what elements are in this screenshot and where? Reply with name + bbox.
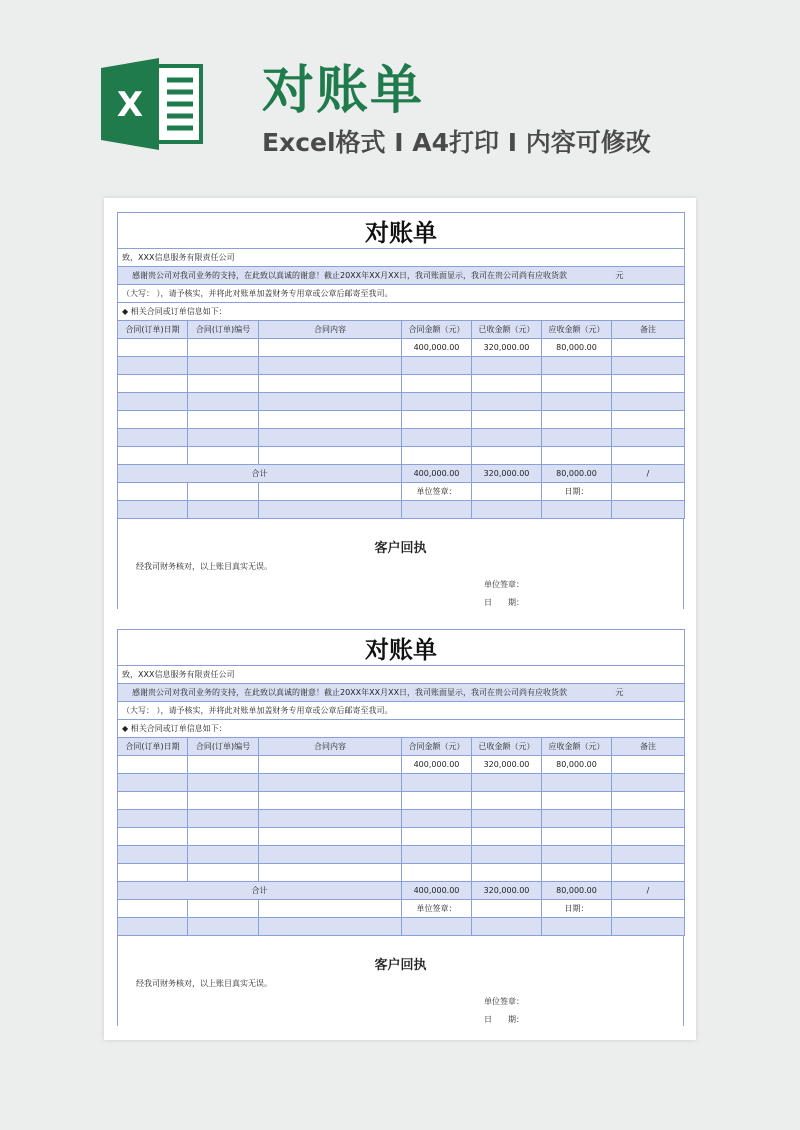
- table-row: [118, 393, 685, 411]
- total-remark: /: [612, 465, 685, 483]
- table-row: [118, 429, 685, 447]
- table-row: [118, 774, 685, 792]
- receipt-line: 经我司财务核对，以上账目真实无误。: [136, 562, 272, 571]
- to-line: 致，XXX信息服务有限责任公司: [118, 666, 685, 684]
- total-label: 合计: [118, 882, 402, 900]
- col-contract-amount: 合同金额（元）: [402, 321, 472, 339]
- total-receivable: 80,000.00: [542, 882, 612, 900]
- table-row: [118, 339, 685, 357]
- cell-contract-amount: 400,000.00: [402, 339, 472, 357]
- col-remark: 备注: [612, 738, 685, 756]
- table-row: [118, 918, 685, 936]
- statement-form-1: [117, 212, 684, 609]
- table-row: [118, 357, 685, 375]
- col-content: 合同内容: [259, 738, 402, 756]
- total-row: [118, 882, 685, 900]
- col-number: 合同(订单)编号: [188, 321, 259, 339]
- table-row: [118, 411, 685, 429]
- currency-unit: 元: [612, 684, 685, 702]
- statement-form-2: [117, 629, 684, 1026]
- column-header-row: [118, 321, 685, 339]
- cell-receivable: 80,000.00: [542, 339, 612, 357]
- total-receivable: 80,000.00: [542, 465, 612, 483]
- currency-unit: 元: [612, 267, 685, 285]
- header-title: 对账单: [262, 61, 425, 121]
- col-content: 合同内容: [259, 321, 402, 339]
- total-label: 合计: [118, 465, 402, 483]
- col-date: 合同(订单)日期: [118, 321, 188, 339]
- info-line: ◆ 相关合同或订单信息如下：: [118, 303, 685, 321]
- thanks-line: 感谢贵公司对我司业务的支持，在此致以真诚的谢意！截止20XX年XX月XX日，我司账面显示，我司在贵公司尚有应收货款: [118, 267, 612, 285]
- capital-line: （大写： ），请予核实，并将此对账单加盖财务专用章或公章后邮寄至我司。: [118, 702, 685, 720]
- col-receivable: 应收金额（元）: [542, 738, 612, 756]
- total-received: 320,000.00: [472, 882, 542, 900]
- total-received: 320,000.00: [472, 465, 542, 483]
- receipt-sign: 单位签章：: [484, 580, 524, 589]
- sign-row: [118, 900, 685, 918]
- form-title: 对账单: [118, 213, 685, 249]
- document-page: [104, 198, 696, 1040]
- sign-label: 单位签章：: [402, 900, 472, 918]
- header: [0, 0, 800, 190]
- table-row: [118, 447, 685, 465]
- receipt-date: 日 期：: [484, 598, 524, 607]
- col-contract-amount: 合同金额（元）: [402, 738, 472, 756]
- form-title: 对账单: [118, 630, 685, 666]
- receipt-sign: 单位签章：: [484, 997, 524, 1006]
- capital-line: （大写： ），请予核实，并将此对账单加盖财务专用章或公章后邮寄至我司。: [118, 285, 685, 303]
- total-contract-amount: 400,000.00: [402, 882, 472, 900]
- total-contract-amount: 400,000.00: [402, 465, 472, 483]
- table-row: [118, 810, 685, 828]
- excel-icon: [101, 58, 205, 150]
- table-row: [118, 375, 685, 393]
- receipt-date: 日 期：: [484, 1015, 524, 1024]
- total-remark: /: [612, 882, 685, 900]
- header-subtitle: Excel格式 I A4打印 I 内容可修改: [262, 128, 651, 157]
- cell-contract-amount: 400,000.00: [402, 756, 472, 774]
- customer-receipt: [117, 936, 684, 1026]
- col-received: 已收金额（元）: [472, 738, 542, 756]
- table-row: [118, 501, 685, 519]
- table-row: [118, 756, 685, 774]
- col-number: 合同(订单)编号: [188, 738, 259, 756]
- table-row: [118, 846, 685, 864]
- date-label: 日期：: [542, 483, 612, 501]
- sign-row: [118, 483, 685, 501]
- col-date: 合同(订单)日期: [118, 738, 188, 756]
- col-received: 已收金额（元）: [472, 321, 542, 339]
- logo-letter: X: [116, 85, 144, 125]
- to-line: 致，XXX信息服务有限责任公司: [118, 249, 685, 267]
- receipt-title: 客户回执: [374, 541, 427, 556]
- sign-label: 单位签章：: [402, 483, 472, 501]
- table-row: [118, 828, 685, 846]
- cell-receivable: 80,000.00: [542, 756, 612, 774]
- receipt-line: 经我司财务核对，以上账目真实无误。: [136, 979, 272, 988]
- col-remark: 备注: [612, 321, 685, 339]
- date-label: 日期：: [542, 900, 612, 918]
- column-header-row: [118, 738, 685, 756]
- total-row: [118, 465, 685, 483]
- info-line: ◆ 相关合同或订单信息如下：: [118, 720, 685, 738]
- receipt-title: 客户回执: [374, 958, 427, 973]
- col-receivable: 应收金额（元）: [542, 321, 612, 339]
- table-row: [118, 864, 685, 882]
- thanks-line: 感谢贵公司对我司业务的支持，在此致以真诚的谢意！截止20XX年XX月XX日，我司账面显示，我司在贵公司尚有应收货款: [118, 684, 612, 702]
- table-row: [118, 792, 685, 810]
- customer-receipt: [117, 519, 684, 609]
- cell-received: 320,000.00: [472, 339, 542, 357]
- cell-received: 320,000.00: [472, 756, 542, 774]
